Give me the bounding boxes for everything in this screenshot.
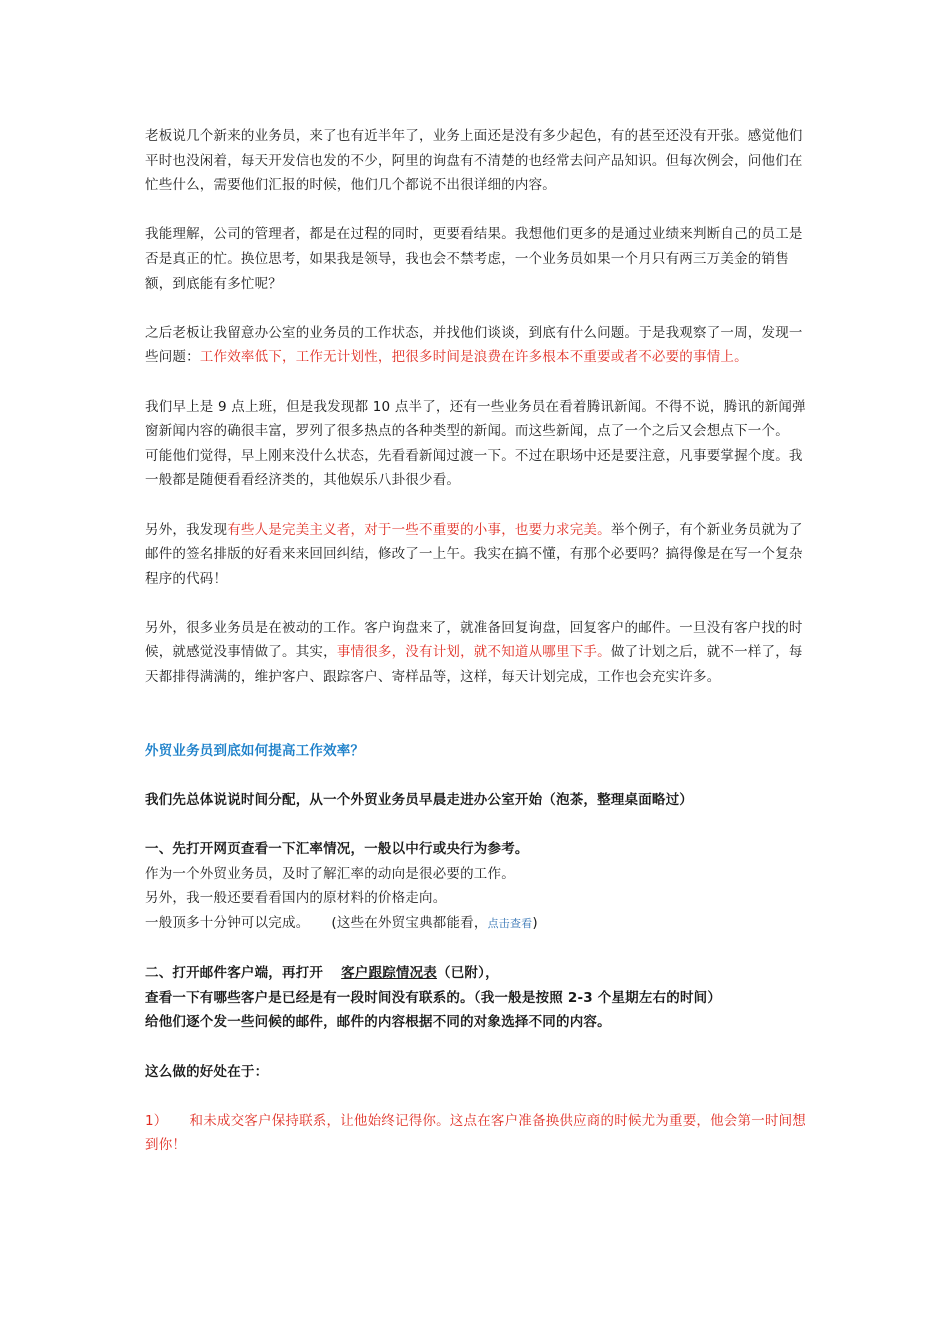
view-link[interactable]: 点击查看	[487, 917, 533, 930]
paragraph-6-highlight: 有些人是完美主义者，对于一些不重要的小事，也要力求完美。	[227, 521, 611, 538]
paragraph-6-rest: 举个例子，有个新业务员就为了邮件的签名排版的好看来来回回纠结，修改了一上午。我实在搞不懂，有那个必要吗？搞得像是在写一个复杂程序的代码！	[145, 521, 803, 587]
paragraph-7-rest: 做了计划之后，就不一样了，每天都排得满满的，维护客户、跟踪客户、寄样品等，这样，每天计划完成，工作也会充实许多。	[145, 644, 803, 686]
step-1-line-3	[145, 911, 813, 937]
paragraph-7	[145, 616, 813, 690]
step-1-note-close: )	[532, 915, 538, 931]
step-1-title: 一、先打开网页查看一下汇率情况，一般以中行或央行为参考。	[145, 841, 529, 858]
step-1-line-2: 另外，我一般还要看看国内的原材料的价格走向。	[145, 890, 447, 907]
customer-tracking-sheet-link[interactable]: 客户跟踪情况表	[341, 965, 438, 982]
step-2-line-2: 查看一下有哪些客户是已经是有一段时间没有联系的。（我一般是按照 2-3 个星期左右的时间）	[145, 989, 722, 1006]
intro-line: 我们先总体说说时间分配，从一个外贸业务员早晨走进办公室开始（泡茶，整理桌面略过）	[145, 792, 693, 809]
section-heading: 外贸业务员到底如何提高工作效率？	[145, 742, 365, 759]
paragraph-5: 可能他们觉得，早上刚来没什么状态，先看看新闻过渡一下。不过在职场中还是要注意，凡事要掌握个度。我一般都是随便看看经济类的，其他娱乐八卦很少看。	[145, 447, 803, 489]
paragraph-2: 我能理解，公司的管理者，都是在过程的同时，更要看结果。我想他们更多的是通过业绩来判断自己的员工是否是真正的忙。换位思考，如果我是领导，我也会不禁考虑，一个业务员如果一个月只有两三万美金的销售额，到底能有多忙呢？	[145, 226, 803, 292]
step-1-note: (这些在外贸宝典都能看，	[331, 915, 488, 931]
paragraph-3-text: 之后老板让我留意办公室的业务员的工作状态，并找他们谈谈，到底有什么问题。于是我观察了一周，发现一些问题：	[145, 324, 803, 366]
paragraph-6	[145, 518, 813, 592]
benefit-1	[145, 1109, 813, 1158]
benefit-title: 这么做的好处在于：	[145, 1063, 269, 1080]
benefit-1-number: 1）	[145, 1112, 168, 1129]
document-body	[145, 124, 813, 1158]
paragraph-3-highlight: 工作效率低下，工作无计划性，把很多时间是浪费在许多根本不重要或者不必要的事情上。	[199, 349, 748, 366]
step-2-title	[145, 961, 813, 986]
paragraph-1: 老板说几个新来的业务员，来了也有近半年了，业务上面还是没有多少起色，有的甚至还没有开张。感觉他们平时也没闲着，每天开发信也发的不少，阿里的询盘有不清楚的也经常去问产品知识。但每次例会，问他们在忙些什么，需要他们汇报的时候，他们几个都说不出很详细的内容。	[145, 128, 803, 194]
paragraph-4: 我们早上是 9 点上班，但是我发现都 10 点半了，还有一些业务员在看着腾讯新闻。不得不说，腾讯的新闻弹窗新闻内容的确很丰富，罗列了很多热点的各种类型的新闻。而这些新闻，点了一个之后又会想点下一个。	[145, 398, 806, 440]
step-2-title-text: 二、打开邮件客户端，再打开	[145, 965, 324, 982]
paragraph-7-text: 另外，很多业务员是在被动的工作。客户询盘来了，就准备回复询盘，回复客户的邮件。一旦没有客户找的时候，就感觉没事情做了。其实，	[145, 619, 803, 661]
paragraph-7-highlight: 事情很多，没有计划，就不知道从哪里下手。	[336, 644, 611, 661]
paragraph-6-text: 另外，我发现	[145, 521, 228, 538]
step-1-duration: 一般顶多十分钟可以完成。	[145, 915, 310, 931]
step-2-line-3: 给他们逐个发一些问候的邮件，邮件的内容根据不同的对象选择不同的内容。	[145, 1014, 611, 1031]
step-1-line-1: 作为一个外贸业务员，及时了解汇率的动向是很必要的工作。	[145, 865, 515, 882]
step-2-title-suffix: （已附），	[437, 965, 499, 982]
paragraph-3	[145, 321, 813, 370]
benefit-1-text: 和未成交客户保持联系，让他始终记得你。这点在客户准备换供应商的时候尤为重要，他会第一时间想到你！	[145, 1112, 806, 1154]
